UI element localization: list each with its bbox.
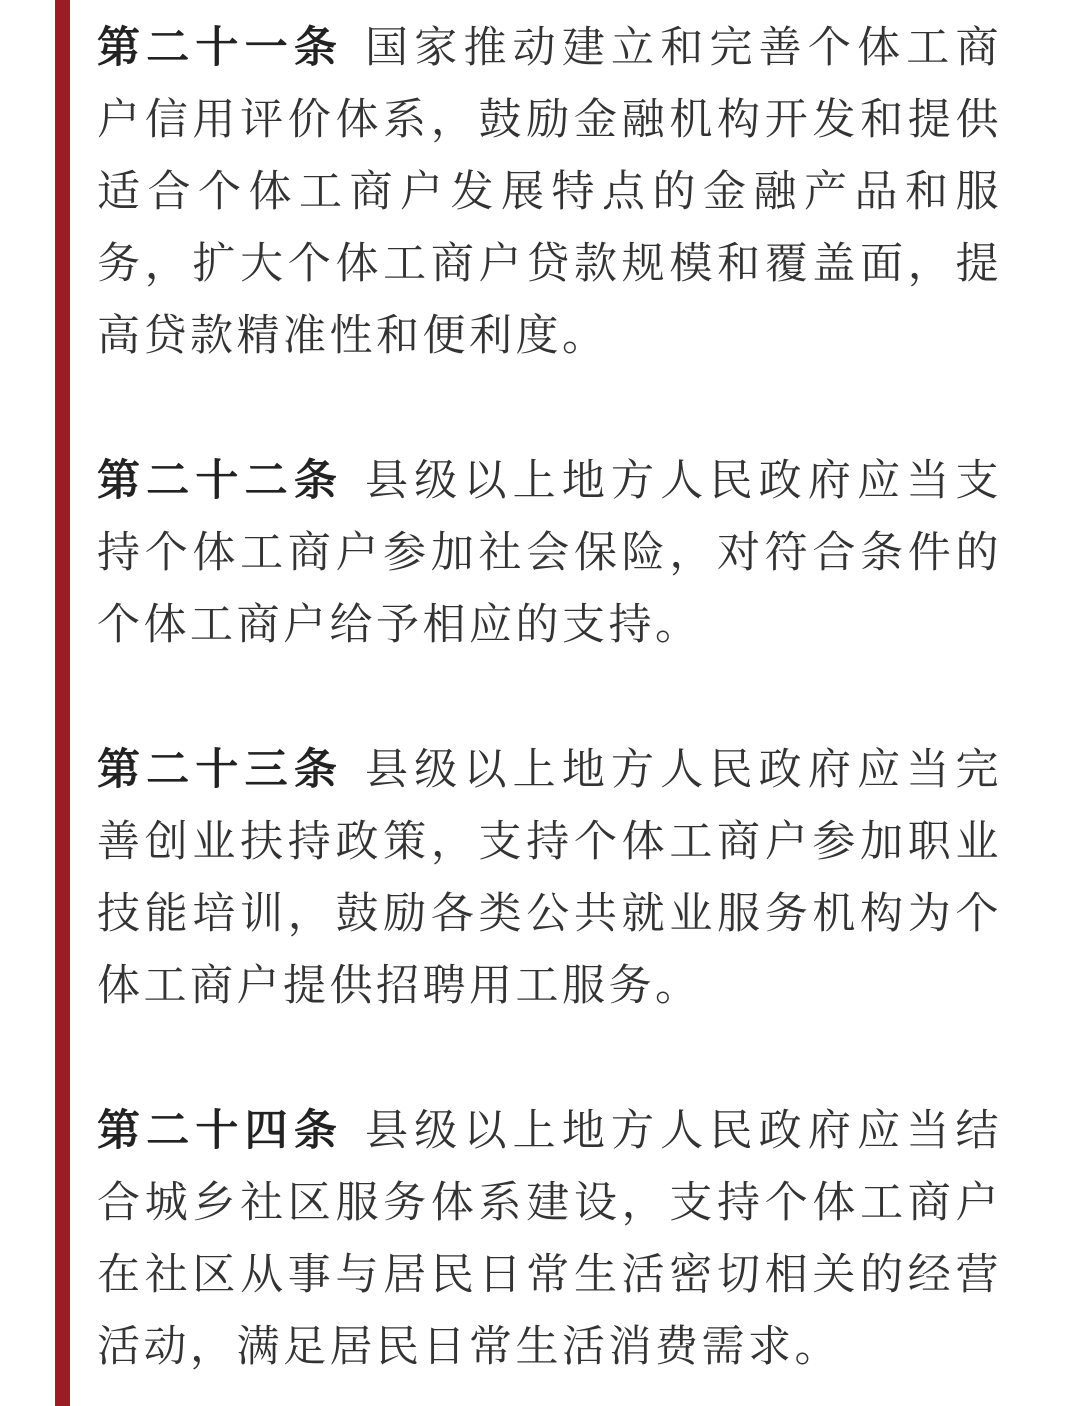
article-21 [97, 12, 1002, 372]
article-text: 国家推动建立和完善个体工商户信用评价体系，鼓励金融机构开发和提供适合个体工商户发展特点的金融产品和服务，扩大个体工商户贷款规模和覆盖面，提高贷款精准性和便利度。 [97, 23, 1003, 361]
article-22 [97, 445, 1002, 661]
article-text: 县级以上地方人民政府应当支持个体工商户参加社会保险，对符合条件的个体工商户给予相应的支持。 [97, 456, 1003, 650]
article-text: 县级以上地方人民政府应当结合城乡社区服务体系建设，支持个体工商户在社区从事与居民日常生活密切相关的经营活动，满足居民日常生活消费需求。 [97, 1106, 1003, 1372]
article-title: 第二十四条 [97, 1106, 344, 1156]
left-accent-bar [55, 0, 70, 1406]
article-title: 第二十二条 [97, 456, 344, 506]
article-23 [97, 734, 1002, 1022]
article-24 [97, 1095, 1002, 1383]
article-title: 第二十三条 [97, 745, 344, 795]
article-text: 县级以上地方人民政府应当完善创业扶持政策，支持个体工商户参加职业技能培训，鼓励各类公共就业服务机构为个体工商户提供招聘用工服务。 [97, 745, 1003, 1011]
article-list [97, 12, 1002, 1383]
article-title: 第二十一条 [97, 23, 344, 73]
